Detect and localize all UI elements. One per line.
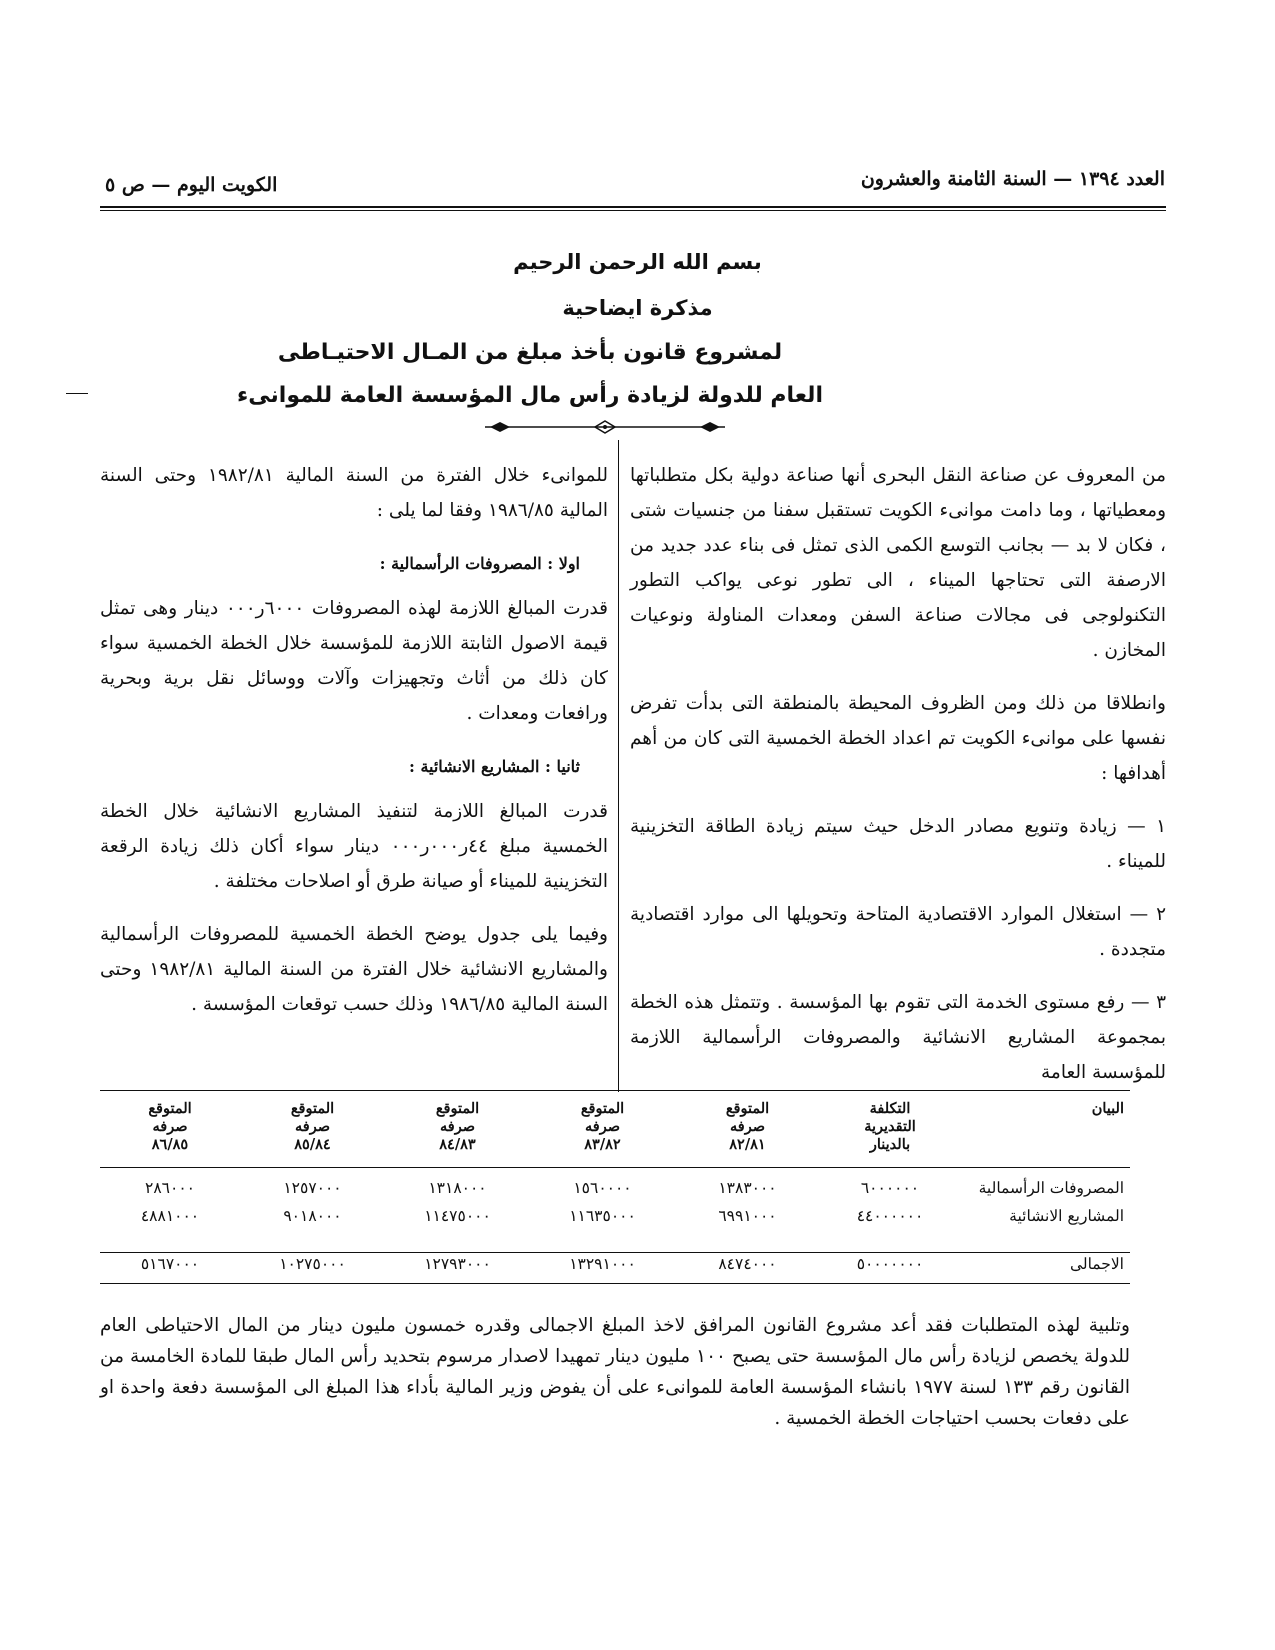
table-cell: ٢٨٦٠٠٠ <box>145 1179 195 1197</box>
row-label: الاجمالى <box>1069 1255 1124 1273</box>
objective-item: ٣ — رفع مستوى الخدمة التى تقوم بها المؤسسة . وتتمثل هذه الخطة بمجموعة المشاريع الانشائية والمصروفات الرأسمالية اللازمة للمؤسسة العامة <box>630 992 1166 1083</box>
basmala: بسم الله الرحمن الرحيم <box>513 250 762 274</box>
table-cell: ١٣٢٩١٠٠٠ <box>569 1255 636 1273</box>
right-column <box>630 458 1166 1108</box>
table-cell: ١٥٦٠٠٠٠ <box>573 1179 632 1197</box>
table-row <box>100 1167 1130 1197</box>
table-header: التكلفة التقديرية بالدينار <box>864 1100 916 1153</box>
table-cell: ٤٤٠٠٠٠٠٠ <box>856 1207 924 1225</box>
table-header-row <box>100 1090 1130 1167</box>
left-column <box>100 458 608 1040</box>
row-label: المصروفات الرأسمالية <box>978 1179 1124 1197</box>
table-header: المتوقع صرفه ٨٦/٨٥ <box>148 1100 192 1153</box>
table-total-row <box>100 1249 1130 1280</box>
law-title-line1: لمشروع قانون بأخذ مبلغ من المـال الاحتيـاطى <box>277 340 783 365</box>
table-header: المتوقع صرفه ٨٢/٨١ <box>725 1100 770 1153</box>
page-header <box>100 168 1165 198</box>
table-cell: ٨٤٧٤٠٠٠ <box>718 1255 777 1273</box>
closing-paragraph: وتلبية لهذه المتطلبات فقد أعد مشروع القانون المرافق لاخذ المبلغ الاجمالى وقدره خمسون مليون دينار من المال الاحتياطى العام للدولة يخصص لزيادة رأس مال المؤسسة حتى يصبح ١٠٠ مليون دينار تمهيدا لاصدار مرسوم بتحديد رأس المال طبقا للمادة الخامسة من القانون رقم ١٣٣ لسنة ١٩٧٧ بانشاء المؤسسة العامة للموانىء على أن يفوض وزير المالية بأداء هذا المبلغ الى المؤسسة دفعة واحدة او على دفعات بحسب احتياجات الخطة الخمسية . <box>100 1315 1130 1429</box>
objective-item: ٢ — استغلال الموارد الاقتصادية المتاحة وتحويلها الى موارد اقتصادية متجددة . <box>630 904 1166 960</box>
table-rule <box>100 1283 1130 1284</box>
title-ornament <box>480 420 730 434</box>
law-title-line2: العام للدولة لزيادة رأس مال المؤسسة العامة للموانىء <box>237 383 823 408</box>
paragraph: وفيما يلى جدول يوضح الخطة الخمسية للمصروفات الرأسمالية والمشاريع الانشائية خلال الفترة من السنة المالية ١٩٨٢/٨١ وحتى السنة المالية ١٩٨٦/٨٥ وذلك حسب توقعات المؤسسة . <box>100 924 608 1015</box>
table-cell: ٤٨٨١٠٠٠ <box>140 1207 200 1225</box>
table-cell: ٥٠٠٠٠٠٠٠ <box>856 1255 924 1273</box>
paragraph: للموانىء خلال الفترة من السنة المالية ١٩٨٢/٨١ وحتى السنة المالية ١٩٨٦/٨٥ وفقا لما يلى : <box>100 465 608 521</box>
column-divider <box>618 440 619 1092</box>
subheading: اولا : المصروفات الرأسمالية : <box>379 554 580 573</box>
table-cell: ٥١٦٧٠٠٠ <box>140 1255 200 1273</box>
table-cell: ١٣١٨٠٠٠ <box>428 1179 487 1197</box>
page-number: الكويت اليوم — ص ٥ <box>105 174 278 196</box>
objective-item: ١ — زيادة وتنويع مصادر الدخل حيث سيتم زيادة الطاقة التخزينية للميناء . <box>630 816 1166 872</box>
data-table <box>100 1090 1130 1280</box>
paragraph: قدرت المبالغ اللازمة لتنفيذ المشاريع الانشائية خلال الخطة الخمسية مبلغ ٤٤ر٠٠٠ر٠٠٠ دينار سواء أكان ذلك زيادة الرقعة التخزينية للميناء أو صيانة طرق أو اصلاحات مختلفة . <box>100 801 608 892</box>
header-rule <box>100 206 1166 208</box>
table-header: المتوقع صرفه ٨٥/٨٤ <box>290 1100 335 1153</box>
header-rule-thin <box>100 210 1166 211</box>
table-cell: ١١٦٣٥٠٠٠ <box>569 1207 636 1225</box>
table-cell: ١٢٧٩٣٠٠٠ <box>424 1255 491 1273</box>
table-header: المتوقع صرفه ٨٣/٨٢ <box>580 1100 625 1153</box>
table-cell: ١٠٢٧٥٠٠٠ <box>279 1255 346 1273</box>
table-header: المتوقع صرفه ٨٤/٨٣ <box>435 1100 480 1153</box>
table-cell: ٦٩٩١٠٠٠ <box>718 1207 777 1225</box>
issue-info: العدد ١٣٩٤ — السنة الثامنة والعشرون <box>860 168 1165 190</box>
table-header: البيان <box>1091 1100 1124 1117</box>
table-cell: ١١٤٧٥٠٠٠ <box>424 1207 491 1225</box>
table-cell: ٦٠٠٠٠٠٠ <box>860 1179 920 1197</box>
margin-mark <box>66 393 88 394</box>
table-cell: ٩٠١٨٠٠٠ <box>283 1207 342 1225</box>
memo-title: مذكرة ايضاحية <box>562 296 713 320</box>
row-label: المشاريع الانشائية <box>1009 1207 1124 1225</box>
paragraph: قدرت المبالغ اللازمة لهذه المصروفات ٦٠٠٠ر٠٠٠ دينار وهى تمثل قيمة الاصول الثابتة اللازمة للمؤسسة خلال الخطة الخمسية سواء كان ذلك من أثاث وتجهيزات وآلات ووسائل نقل برية وبحرية ورافعات ومعدات . <box>100 598 608 724</box>
paragraph: وانطلاقا من ذلك ومن الظروف المحيطة بالمنطقة التى بدأت تفرض نفسها على موانىء الكويت تم اعداد الخطة الخمسية التى كان من أهم أهدافها : <box>630 693 1166 784</box>
paragraph: من المعروف عن صناعة النقل البحرى أنها صناعة دولية بكل متطلباتها ومعطياتها ، وما دامت موانىء الكويت تستقبل سفنا من جنسيات شتى ، فكان لا بد — بجانب التوسع الكمى الذى تمثل فى بناء عدد جديد من الارصفة التى تحتاجها الميناء ، الى تطور نوعى يواكب التطور التكنولوجى فى مجالات صناعة السفن ومعدات المناولة ونوعيات المخازن . <box>630 465 1166 661</box>
table-cell: ١٣٨٣٠٠٠ <box>718 1179 777 1197</box>
table-cell: ١٢٥٧٠٠٠ <box>283 1179 342 1197</box>
table-row <box>100 1197 1130 1249</box>
subheading: ثانيا : المشاريع الانشائية : <box>408 757 580 776</box>
